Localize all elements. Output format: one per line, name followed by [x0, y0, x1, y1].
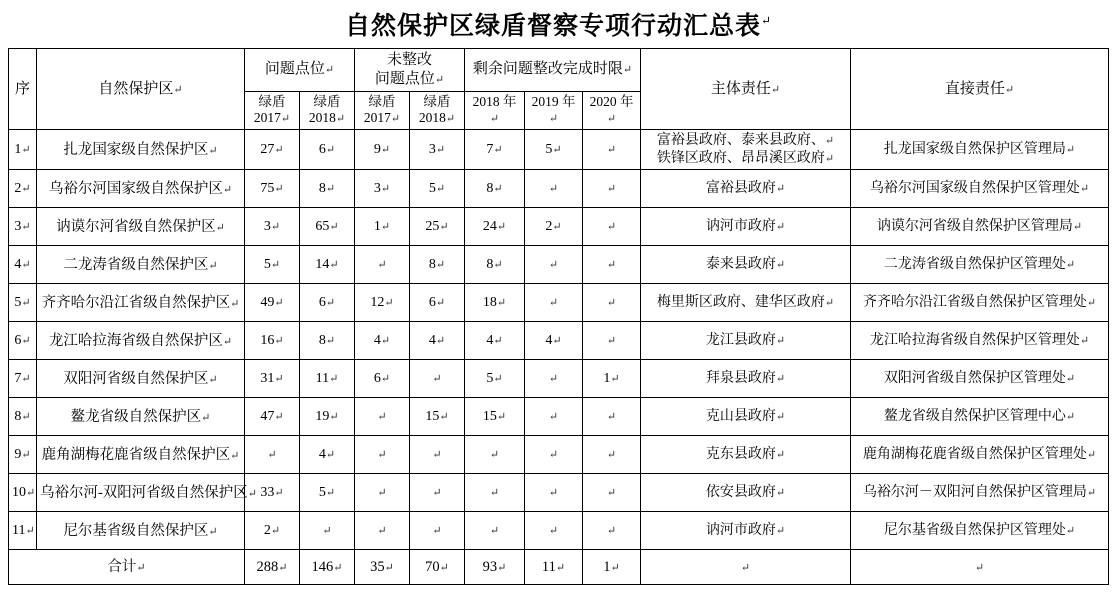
total-year-2018: 93↵	[465, 550, 525, 585]
cell-direct-responsibility: 鳌龙省级自然保护区管理中心↵	[851, 398, 1109, 436]
cell-problem-2017: 27↵	[244, 130, 299, 170]
cell-problem-2017: 5↵	[244, 246, 299, 284]
cell-year-2018: 5↵	[465, 360, 525, 398]
col-header-problem-2017: 绿盾 2017↵	[244, 91, 299, 130]
cell-unrectified-2018: 6↵	[409, 284, 464, 322]
cell-year-2019: ↵	[525, 474, 583, 512]
cell-year-2018: 8↵	[465, 170, 525, 208]
cell-main-responsibility: 克东县政府↵	[641, 436, 851, 474]
col-header-unrectified-points: 未整改 问题点位↵	[354, 49, 464, 92]
table-row	[8, 436, 1108, 474]
cell-year-2020: ↵	[583, 170, 641, 208]
total-unrectified-2017: 35↵	[354, 550, 409, 585]
table-row	[8, 322, 1108, 360]
cell-problem-2017: ↵	[244, 436, 299, 474]
row-index: 10↵	[8, 474, 36, 512]
col-header-direct-responsibility: 直接责任↵	[851, 49, 1109, 130]
cell-problem-2018: 4↵	[299, 436, 354, 474]
cell-year-2018: ↵	[465, 474, 525, 512]
cell-unrectified-2017: 12↵	[354, 284, 409, 322]
total-year-2020: 1↵	[583, 550, 641, 585]
total-problem-2018: 146↵	[299, 550, 354, 585]
row-index: 3↵	[8, 208, 36, 246]
col-header-main-responsibility: 主体责任↵	[641, 49, 851, 130]
cell-year-2020: ↵	[583, 512, 641, 550]
col-header-reserve: 自然保护区↵	[36, 49, 244, 130]
cell-year-2018: 15↵	[465, 398, 525, 436]
cell-year-2019: ↵	[525, 360, 583, 398]
cell-unrectified-2018: 15↵	[409, 398, 464, 436]
cell-year-2018: 7↵	[465, 130, 525, 170]
cell-year-2020: ↵	[583, 246, 641, 284]
cell-unrectified-2018: 3↵	[409, 130, 464, 170]
cell-problem-2018: 6↵	[299, 130, 354, 170]
cell-main-responsibility: 梅里斯区政府、建华区政府↵	[641, 284, 851, 322]
cell-direct-responsibility: 讷谟尔河省级自然保护区管理局↵	[851, 208, 1109, 246]
cell-year-2019: 2↵	[525, 208, 583, 246]
cell-year-2018: ↵	[465, 512, 525, 550]
col-header-year-2018: 2018 年↵	[465, 91, 525, 130]
cell-unrectified-2018: ↵	[409, 360, 464, 398]
table-row	[8, 284, 1108, 322]
cell-unrectified-2018: 8↵	[409, 246, 464, 284]
row-reserve-name: 扎龙国家级自然保护区↵	[36, 130, 244, 170]
cell-problem-2018: 8↵	[299, 322, 354, 360]
cell-year-2019: ↵	[525, 436, 583, 474]
col-header-index: 序	[8, 49, 36, 130]
row-index: 8↵	[8, 398, 36, 436]
table-row	[8, 512, 1108, 550]
cell-unrectified-2017: 3↵	[354, 170, 409, 208]
cell-unrectified-2017: ↵	[354, 246, 409, 284]
table-total-row	[8, 550, 1108, 585]
cell-direct-responsibility: 乌裕尔河国家级自然保护区管理处↵	[851, 170, 1109, 208]
cell-problem-2017: 31↵	[244, 360, 299, 398]
cell-problem-2017: 16↵	[244, 322, 299, 360]
cell-direct-responsibility: 二龙涛省级自然保护区管理处↵	[851, 246, 1109, 284]
cell-unrectified-2017: ↵	[354, 474, 409, 512]
row-reserve-name: 尼尔基省级自然保护区↵	[36, 512, 244, 550]
total-main-responsibility: ↵	[641, 550, 851, 585]
cell-year-2020: ↵	[583, 208, 641, 246]
row-reserve-name: 二龙涛省级自然保护区↵	[36, 246, 244, 284]
cell-year-2018: 18↵	[465, 284, 525, 322]
cell-year-2020: ↵	[583, 130, 641, 170]
cell-year-2019: ↵	[525, 170, 583, 208]
row-index: 2↵	[8, 170, 36, 208]
row-index: 11↵	[8, 512, 36, 550]
cell-problem-2018: 11↵	[299, 360, 354, 398]
total-label: 合计↵	[8, 550, 244, 585]
cell-year-2020: ↵	[583, 398, 641, 436]
total-unrectified-2018: 70↵	[409, 550, 464, 585]
row-reserve-name: 鳌龙省级自然保护区↵	[36, 398, 244, 436]
total-problem-2017: 288↵	[244, 550, 299, 585]
cell-main-responsibility: 富裕县政府↵	[641, 170, 851, 208]
col-header-problem-2018: 绿盾 2018↵	[299, 91, 354, 130]
row-reserve-name: 龙江哈拉海省级自然保护区↵	[36, 322, 244, 360]
cell-problem-2017: 2↵	[244, 512, 299, 550]
cell-year-2020: 1↵	[583, 360, 641, 398]
cell-problem-2018: 5↵	[299, 474, 354, 512]
cell-year-2019: ↵	[525, 246, 583, 284]
cell-problem-2017: 75↵	[244, 170, 299, 208]
cell-problem-2017: 47↵	[244, 398, 299, 436]
cell-problem-2018: 6↵	[299, 284, 354, 322]
cell-direct-responsibility: 扎龙国家级自然保护区管理局↵	[851, 130, 1109, 170]
cell-problem-2017: 33↵	[244, 474, 299, 512]
cell-unrectified-2018: ↵	[409, 512, 464, 550]
total-direct-responsibility: ↵	[851, 550, 1109, 585]
cell-direct-responsibility: 齐齐哈尔沿江省级自然保护区管理处↵	[851, 284, 1109, 322]
cell-year-2020: ↵	[583, 322, 641, 360]
row-index: 7↵	[8, 360, 36, 398]
row-reserve-name: 双阳河省级自然保护区↵	[36, 360, 244, 398]
row-reserve-name: 齐齐哈尔沿江省级自然保护区↵	[36, 284, 244, 322]
table-row	[8, 130, 1108, 170]
cell-year-2018: ↵	[465, 436, 525, 474]
cell-problem-2018: 65↵	[299, 208, 354, 246]
table-row	[8, 208, 1108, 246]
cell-unrectified-2017: ↵	[354, 398, 409, 436]
cell-problem-2018: 14↵	[299, 246, 354, 284]
cell-year-2020: ↵	[583, 474, 641, 512]
cell-direct-responsibility: 龙江哈拉海省级自然保护区管理处↵	[851, 322, 1109, 360]
cell-main-responsibility: 克山县政府↵	[641, 398, 851, 436]
cell-problem-2017: 3↵	[244, 208, 299, 246]
title-pilcrow: ↵	[760, 13, 773, 28]
cell-year-2019: 5↵	[525, 130, 583, 170]
cell-direct-responsibility: 双阳河省级自然保护区管理处↵	[851, 360, 1109, 398]
row-reserve-name: 乌裕尔河-双阳河省级自然保护区↵	[36, 474, 244, 512]
cell-unrectified-2017: 1↵	[354, 208, 409, 246]
row-reserve-name: 讷谟尔河省级自然保护区↵	[36, 208, 244, 246]
cell-main-responsibility: 拜泉县政府↵	[641, 360, 851, 398]
cell-year-2018: 8↵	[465, 246, 525, 284]
cell-unrectified-2017: ↵	[354, 436, 409, 474]
row-index: 6↵	[8, 322, 36, 360]
col-header-year-2019: 2019 年↵	[525, 91, 583, 130]
cell-problem-2017: 49↵	[244, 284, 299, 322]
page-title	[0, 0, 1117, 48]
page-title-text: 自然保护区绿盾督察专项行动汇总表	[344, 13, 761, 40]
cell-direct-responsibility: 鹿角湖梅花鹿省级自然保护区管理处↵	[851, 436, 1109, 474]
table-row	[8, 170, 1108, 208]
cell-main-responsibility: 讷河市政府↵	[641, 208, 851, 246]
cell-main-responsibility: 泰来县政府↵	[641, 246, 851, 284]
cell-year-2019: ↵	[525, 512, 583, 550]
cell-year-2020: ↵	[583, 436, 641, 474]
table-row	[8, 474, 1108, 512]
row-index: 4↵	[8, 246, 36, 284]
cell-main-responsibility: 富裕县政府、泰来县政府、↵ 铁锋区政府、昂昂溪区政府↵	[641, 130, 851, 170]
row-index: 5↵	[8, 284, 36, 322]
cell-unrectified-2018: 4↵	[409, 322, 464, 360]
cell-unrectified-2018: 25↵	[409, 208, 464, 246]
col-header-problem-points: 问题点位↵	[244, 49, 354, 92]
cell-main-responsibility: 讷河市政府↵	[641, 512, 851, 550]
table-row	[8, 246, 1108, 284]
cell-unrectified-2018: ↵	[409, 436, 464, 474]
cell-unrectified-2017: ↵	[354, 512, 409, 550]
cell-problem-2018: 19↵	[299, 398, 354, 436]
summary-table	[8, 48, 1109, 585]
cell-unrectified-2017: 9↵	[354, 130, 409, 170]
cell-unrectified-2018: ↵	[409, 474, 464, 512]
cell-direct-responsibility: 尼尔基省级自然保护区管理处↵	[851, 512, 1109, 550]
row-index: 9↵	[8, 436, 36, 474]
row-reserve-name: 乌裕尔河国家级自然保护区↵	[36, 170, 244, 208]
cell-main-responsibility: 依安县政府↵	[641, 474, 851, 512]
table-header	[8, 49, 1108, 130]
cell-year-2018: 4↵	[465, 322, 525, 360]
cell-year-2019: ↵	[525, 398, 583, 436]
cell-unrectified-2017: 6↵	[354, 360, 409, 398]
cell-problem-2018: ↵	[299, 512, 354, 550]
col-header-unrectified-2017: 绿盾 2017↵	[354, 91, 409, 130]
cell-unrectified-2018: 5↵	[409, 170, 464, 208]
row-reserve-name: 鹿角湖梅花鹿省级自然保护区↵	[36, 436, 244, 474]
cell-unrectified-2017: 4↵	[354, 322, 409, 360]
col-header-unrectified-2018: 绿盾 2018↵	[409, 91, 464, 130]
table-body	[8, 130, 1108, 585]
table-row	[8, 398, 1108, 436]
table-row	[8, 360, 1108, 398]
cell-main-responsibility: 龙江县政府↵	[641, 322, 851, 360]
cell-problem-2018: 8↵	[299, 170, 354, 208]
cell-year-2020: ↵	[583, 284, 641, 322]
col-header-remaining-deadline: 剩余问题整改完成时限↵	[465, 49, 641, 92]
cell-direct-responsibility: 乌裕尔河－双阳河自然保护区管理局↵	[851, 474, 1109, 512]
total-year-2019: 11↵	[525, 550, 583, 585]
row-index: 1↵	[8, 130, 36, 170]
col-header-year-2020: 2020 年↵	[583, 91, 641, 130]
cell-year-2018: 24↵	[465, 208, 525, 246]
cell-year-2019: ↵	[525, 284, 583, 322]
cell-year-2019: 4↵	[525, 322, 583, 360]
